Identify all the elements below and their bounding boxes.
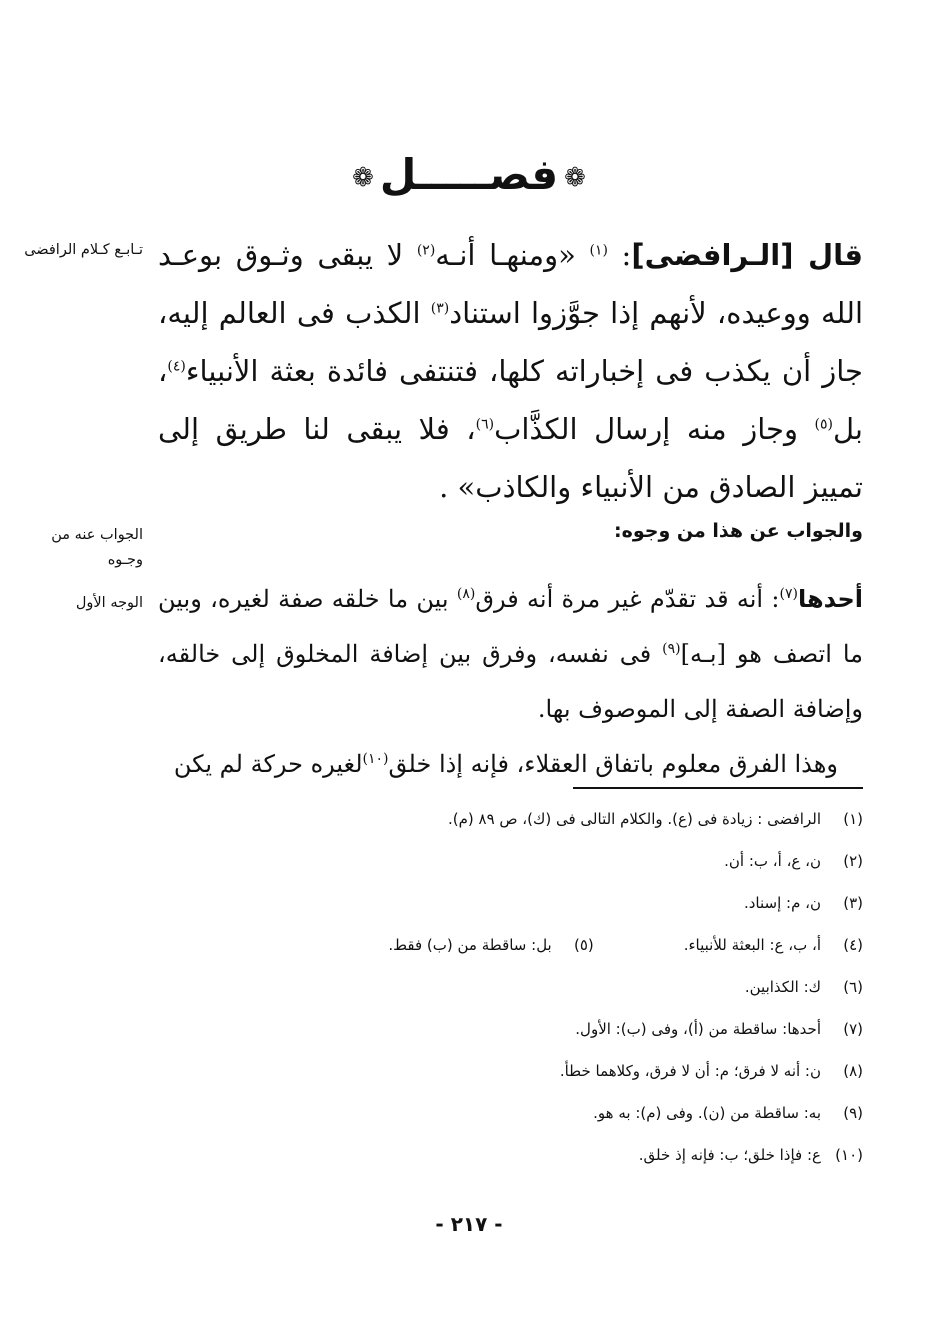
margin-note-answer: الجواب عنه من وجـوه: [51, 527, 143, 568]
margin-note-continuation: تـابـع كـلام الرافضى: [24, 242, 143, 258]
footnote-item: (٧)أحدها: ساقطة من (أ)، وفى (ب): الأول.: [575, 1020, 863, 1038]
footnote-divider: [573, 787, 863, 789]
first-aspect-paragraph: أحدها$^{(٧)}$: أنه قد تقدّم غير مرة أنه فرق$^{(٨)}$ بين ما خلقه صفة لغيره، وبين ما اتصف هو [بـه]$^{(٩)}$ فى نفسه، وفرق بين إضافة المخلوق إلى خالقه، وإضافة الصفة إلى الموصوف بها. وهذا الفرق معلوم باتفاق العقلاء، فإنه إذا خلق$^{(١٠)}$لغيره حركة لم يكن: [158, 585, 863, 778]
ornament-right-icon: ❁: [564, 162, 586, 193]
footnote-ref: (٢): [416, 242, 436, 259]
footnotes: [143, 798, 863, 1176]
footnote-ref: (١): [589, 242, 608, 259]
footnote-item: (١)الرافضى : زيادة فى (ع). والكلام التالى فى (ك)، ص ٨٩ (م).: [447, 810, 863, 828]
answer-subheading: والجواب عن هذا من وجوه:: [614, 520, 863, 542]
footnote-item: (٩)به: ساقطة من (ن). وفى (م): به هو.: [593, 1104, 863, 1122]
footnote-ref: (٦): [475, 416, 495, 433]
ornament-left-icon: ❁: [352, 162, 374, 193]
footnote-ref: (٩): [662, 641, 681, 657]
section-heading: [0, 150, 938, 199]
heading-title: فصـــــل: [379, 150, 559, 199]
paragraph-lead: أحدها: [797, 585, 863, 613]
page-number: - ٢١٧ -: [435, 1212, 503, 1236]
footnote-item: (٣)ن، م: إسناد.: [743, 894, 863, 912]
footnote-item: (٦)ك: الكذابين.: [744, 978, 863, 996]
footnote-item: (٨)ن: أنه لا فرق؛ م: أن لا فرق، وكلاهما خطأ.: [559, 1062, 863, 1080]
footnote-ref: (٥): [814, 416, 833, 433]
footnote-ref: (١٠): [362, 751, 389, 767]
rafidi-quote-paragraph: قال [الـرافضى]: $^{(١)}$ «ومنهـا أنـه$^{(٢)}$ لا يبقى وثـوق بوعـد الله ووعيده، لأنهم إذا جوَّزوا استناد$^{(٣)}$ الكذب فى العالم إليه، جاز أن يكذب فى إخباراته كلها، فتنتفى فائدة بعثة الأنبياء$^{(٤)}$، بل$^{(٥)}$ وجاز منه إرسال الكذَّاب$^{(٦)}$، فلا يبقى لنا طريق إلى تمييز الصادق من الأنبياء والكاذب» .: [158, 238, 864, 504]
footnote-item: (١٠)ع: فإذا خلق؛ ب: فإنه إذ خلق.: [638, 1146, 863, 1164]
footnote-ref: (٨): [456, 586, 476, 602]
footnote-item: (٢)ن، ع، أ، ب: أن.: [724, 852, 863, 870]
paragraph-lead: قال [الـرافضى]: [631, 238, 864, 272]
margin-note-first-aspect: الوجه الأول: [75, 595, 143, 611]
footnote-ref: (٣): [430, 300, 450, 317]
footnote-ref: (٧): [779, 586, 798, 602]
footnote-item: (٤)أ، ب، ع: البعثة للأنبياء.(٥)بل: ساقطة من (ب) فقط.: [388, 936, 863, 954]
footnote-ref: (٤): [167, 358, 186, 375]
